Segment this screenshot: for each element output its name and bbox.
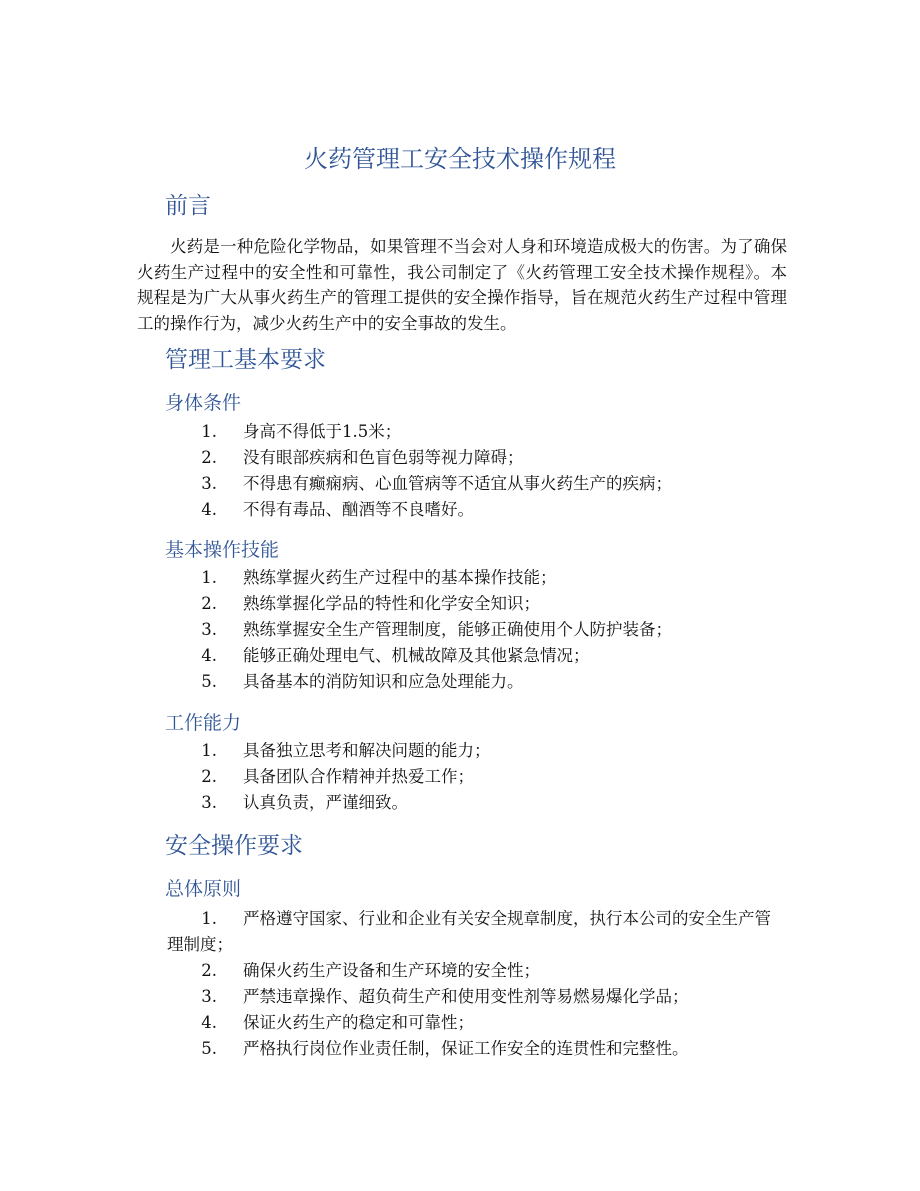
basic-skills-list — [137, 565, 787, 695]
heading-basic-skills: 基本操作技能 — [165, 539, 280, 561]
foreword-paragraph: 火药是一种危险化学物品，如果管理不当会对人身和环境造成极大的伤害。为了确保火药生产过程中的安全性和可靠性，我公司制定了《火药管理工安全技术操作规程》。本规程是为广大从事火药生产的管理工提供的安全操作指导，旨在规范火药生产过程中管理工的操作行为，减少火药生产中的安全事故的发生。 — [137, 237, 787, 333]
heading-work-abilities: 工作能力 — [165, 712, 242, 734]
heading-foreword: 前言 — [165, 193, 211, 219]
list-item: 2. 没有眼部疾病和色盲色弱等视力障碍； — [201, 448, 524, 467]
work-abilities-list — [137, 738, 787, 816]
list-item: 3. 严禁违章操作、超负荷生产和使用变性剂等易燃易爆化学品； — [201, 987, 689, 1006]
list-item: 2. 确保火药生产设备和生产环境的安全性； — [201, 961, 540, 980]
heading-general-principles: 总体原则 — [165, 878, 242, 900]
heading-safety-requirements: 安全操作要求 — [165, 833, 303, 859]
list-item: 4. 不得有毒品、酗酒等不良嗜好。 — [201, 500, 474, 519]
list-item: 5. 具备基本的消防知识和应急处理能力。 — [201, 672, 524, 691]
document-title: 火药管理工安全技术操作规程 — [304, 145, 616, 173]
list-item: 4. 保证火药生产的稳定和可靠性； — [201, 1013, 474, 1032]
list-item: 1. 严格遵守国家、行业和企业有关安全规章制度，执行本公司的安全生产管理制度； — [167, 909, 771, 954]
heading-basic-requirements: 管理工基本要求 — [165, 347, 326, 373]
heading-physical-conditions: 身体条件 — [165, 392, 242, 414]
list-item: 3. 熟练掌握安全生产管理制度，能够正确使用个人防护装备； — [201, 620, 672, 639]
list-item: 3. 不得患有癫痫病、心血管病等不适宜从事火药生产的疾病； — [201, 474, 672, 493]
list-item: 2. 具备团队合作精神并热爱工作； — [201, 767, 474, 786]
list-item: 2. 熟练掌握化学品的特性和化学安全知识； — [201, 594, 540, 613]
list-item: 4. 能够正确处理电气、机械故障及其他紧急情况； — [201, 646, 590, 665]
general-principles-list — [137, 906, 787, 1062]
physical-conditions-list — [137, 419, 787, 523]
list-item: 5. 严格执行岗位作业责任制，保证工作安全的连贯性和完整性。 — [201, 1039, 689, 1058]
list-item: 3. 认真负责，严谨细致。 — [201, 793, 408, 812]
list-item: 1. 熟练掌握火药生产过程中的基本操作技能； — [201, 568, 557, 587]
list-item: 1. 身高不得低于1.5米； — [201, 422, 402, 441]
list-item: 1. 具备独立思考和解决问题的能力； — [201, 741, 491, 760]
